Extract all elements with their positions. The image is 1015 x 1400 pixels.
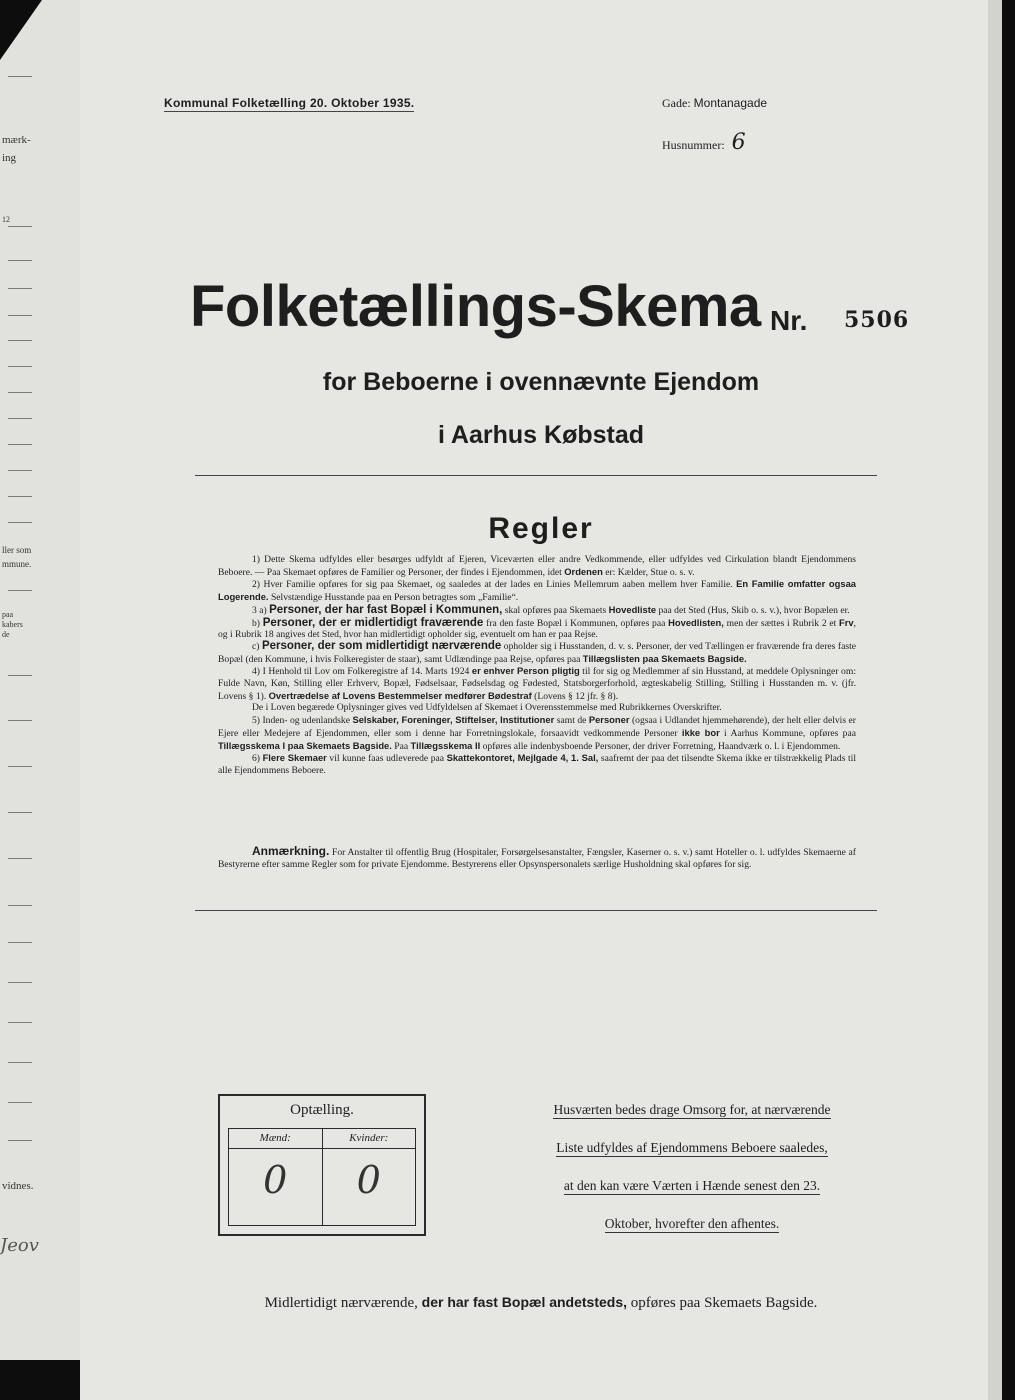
men-count: 0 bbox=[263, 1158, 288, 1202]
form-title: Folketællings-Skema bbox=[190, 274, 761, 339]
form-number-value: 5506 bbox=[844, 307, 910, 333]
form-line bbox=[8, 315, 32, 316]
men-column bbox=[229, 1129, 322, 1225]
signature-fragment: Jeov bbox=[0, 1235, 39, 1256]
count-box bbox=[218, 1094, 426, 1236]
page-fragment: mmune. bbox=[2, 559, 32, 569]
rule-3c: c) Personer, der som midlertidigt nærværende opholder sig i Husstanden, d. v. s. Personer, der ved Tællingen er fraværende fra deres faste Bopæl (den Kommune, i hvis Folkeregister de staar), samt Udlændinge paa Rejse, opføres paa Tillægslisten paa Skemaets Bagside. bbox=[218, 639, 856, 665]
page-fragment: de bbox=[2, 630, 10, 639]
form-line bbox=[8, 522, 32, 523]
page-fragment: mærk- bbox=[2, 134, 31, 146]
house-number-field bbox=[662, 130, 746, 155]
street-field bbox=[662, 96, 767, 111]
previous-page-strip bbox=[0, 0, 82, 1360]
rule-5: 5) Inden- og udenlandske Selskaber, Foreninger, Stiftelser, Institutioner samt de Personer (ogsaa i Udlandet hjemmehørende), der helt eller delvis er Ejere eller Medejere af Ejendommen, eller som i denne har Forretningslokale, forsaavidt vedkommende Personer ikke bor i Aarhus Kommune, opføres paa Tillægsskema I paa Skemaets Bagside. Paa Tillægsskema II opføres alle indenbysboende Personer, der driver Forretning, Haandværk o. l. i Ejendommen. bbox=[218, 714, 856, 752]
form-line bbox=[8, 675, 32, 676]
form-line bbox=[8, 260, 32, 261]
form-number-label: Nr. bbox=[770, 305, 808, 336]
form-line bbox=[8, 1140, 32, 1141]
rule-4b: De i Loven begærede Oplysninger gives ved Udfyldelsen af Skemaet i Overensstemmelse med Rubrikkernes Overskrifter. bbox=[252, 702, 722, 714]
rules-heading: Regler bbox=[488, 512, 594, 545]
page-fragment: ing bbox=[2, 152, 17, 164]
footer-post: opføres paa Skemaets Bagside. bbox=[630, 1295, 818, 1311]
street-label: Gade: bbox=[662, 96, 691, 110]
women-column bbox=[322, 1129, 416, 1225]
form-line bbox=[8, 226, 32, 227]
form-line bbox=[8, 590, 32, 591]
census-heading: Kommunal Folketælling 20. Oktober 1935. bbox=[164, 96, 415, 110]
divider bbox=[195, 910, 877, 911]
notice-line: Oktober, hvorefter den afhentes. bbox=[604, 1216, 780, 1231]
form-line bbox=[8, 496, 32, 497]
street-value: Montanagade bbox=[693, 96, 768, 110]
rule-6: 6) Flere Skemaer vil kunne faas udleverede paa Skattekontoret, Mejlgade 4, 1. Sal, saafremt der paa det tilsendte Skema ikke er tilstrækkelig Plads til alle Ejendommens Beboere. bbox=[218, 752, 857, 776]
annotation-note bbox=[218, 846, 856, 870]
form-line bbox=[8, 444, 32, 445]
count-table bbox=[228, 1128, 416, 1226]
women-count: 0 bbox=[356, 1158, 381, 1202]
page-fragment: ller som bbox=[2, 545, 32, 555]
annotation-text: For Anstalter til offentlig Brug (Hospitaler, Forsørgelsesanstalter, Fængsler, Kaserner o. s. v.) samt Hoteller o. l. udfyldes Skemaerne af Bestyrerne efter samme Regler som for private Ejendomme. Bestyrerens eller Opsynspersonalets særlige Husholdning skal opføres for sig. bbox=[218, 847, 856, 870]
annotation-label: Anmærkning. bbox=[252, 844, 330, 858]
form-line bbox=[8, 812, 32, 813]
form-line bbox=[8, 982, 32, 983]
form-subtitle: for Beboerne i ovennævnte Ejendom bbox=[322, 368, 760, 396]
landlord-notice bbox=[516, 1098, 868, 1250]
women-label: Kvinder: bbox=[323, 1129, 416, 1149]
form-line bbox=[8, 1022, 32, 1023]
form-line bbox=[8, 288, 32, 289]
form-line bbox=[8, 766, 32, 767]
page-fragment: kabers bbox=[2, 620, 23, 629]
sheet-edge bbox=[988, 0, 1002, 1400]
page-fragment: 12 bbox=[2, 215, 10, 224]
form-line bbox=[8, 76, 32, 77]
rule-2: 2) Hver Familie opføres for sig paa Skemaet, og saaledes at der lades en Linies Mellemrum aaben mellem hver Familie. En Familie omfatter ogsaa Logerende. Selvstændige Husstande paa en Person betragtes som „Familie“. bbox=[218, 578, 857, 604]
census-form-page bbox=[80, 0, 1002, 1400]
page-fragment: paa bbox=[2, 610, 14, 619]
form-line bbox=[8, 340, 32, 341]
form-location: i Aarhus Købstad bbox=[437, 421, 645, 449]
divider bbox=[195, 475, 877, 476]
rule-4: 4) I Henhold til Lov om Folkeregistre af 14. Marts 1924 er enhver Person pligtig til for sig og Medlemmer af sin Husstand, at meddele Oplysninger om: Fulde Navn, Køn, Stilling eller Erhverv, Bopæl, Fødselsaar, Fødselsdag og Fødested, Statsborgerforhold, ægteskabelig Stilling, Stilling i Husstanden m. v. (jfr. Lovens § 1). Overtrædelse af Lovens Bestemmelser medfører Bødestraf (Lovens § 12 jfr. § 8). bbox=[218, 665, 856, 702]
notice-line: at den kan være Værten i Hænde senest den 23. bbox=[563, 1178, 821, 1193]
rule-3a: 3 a) Personer, der har fast Bopæl i Kommunen, skal opføres paa Skemaets Hovedliste paa det Sted (Hus, Skib o. s. v.), hvor Bopælen er. bbox=[252, 603, 850, 616]
house-number-value: 6 bbox=[731, 130, 746, 155]
notice-line: Husværten bedes drage Omsorg for, at nærværende bbox=[553, 1102, 831, 1117]
rules-text bbox=[218, 554, 856, 777]
form-line bbox=[8, 1102, 32, 1103]
rule-3b: b) Personer, der er midlertidigt fraværende fra den faste Bopæl i Kommunen, opføres paa Hovedlisten, men der sættes i Rubrik 2 et Frv, og i Rubrik 18 angives det Sted, hvor han midlertidigt opholder sig, eventuelt om han er paa Rejse. bbox=[218, 616, 857, 641]
footer-note bbox=[80, 1294, 1002, 1312]
form-line bbox=[8, 470, 32, 471]
form-line bbox=[8, 366, 32, 367]
count-title: Optælling. bbox=[290, 1102, 354, 1118]
form-line bbox=[8, 858, 32, 859]
footer-bold: der har fast Bopæl andetsteds, bbox=[421, 1294, 628, 1310]
form-line bbox=[8, 418, 32, 419]
form-line bbox=[8, 392, 32, 393]
form-line bbox=[8, 942, 32, 943]
men-label: Mænd: bbox=[229, 1129, 322, 1149]
form-line bbox=[8, 1062, 32, 1063]
page-fragment: vidnes. bbox=[2, 1180, 34, 1192]
form-line bbox=[8, 905, 32, 906]
footer-pre: Midlertidigt nærværende, bbox=[264, 1295, 418, 1311]
page-fold-corner bbox=[0, 0, 42, 60]
notice-line: Liste udfyldes af Ejendommens Beboere saaledes, bbox=[556, 1140, 828, 1155]
house-number-label: Husnummer: bbox=[662, 138, 725, 152]
rule-1: 1) Dette Skema udfyldes eller besørges udfyldt af Ejeren, Viceværten eller andre Vedkommende, eller udfyldes ved Cirkulation blandt Ejendommens Beboere. — Paa Skemaet opføres de Familier og Personer, der findes i Ejendommen, idet Ordenen er: Kælder, Stue o. s. v. bbox=[218, 554, 856, 578]
form-line bbox=[8, 720, 32, 721]
